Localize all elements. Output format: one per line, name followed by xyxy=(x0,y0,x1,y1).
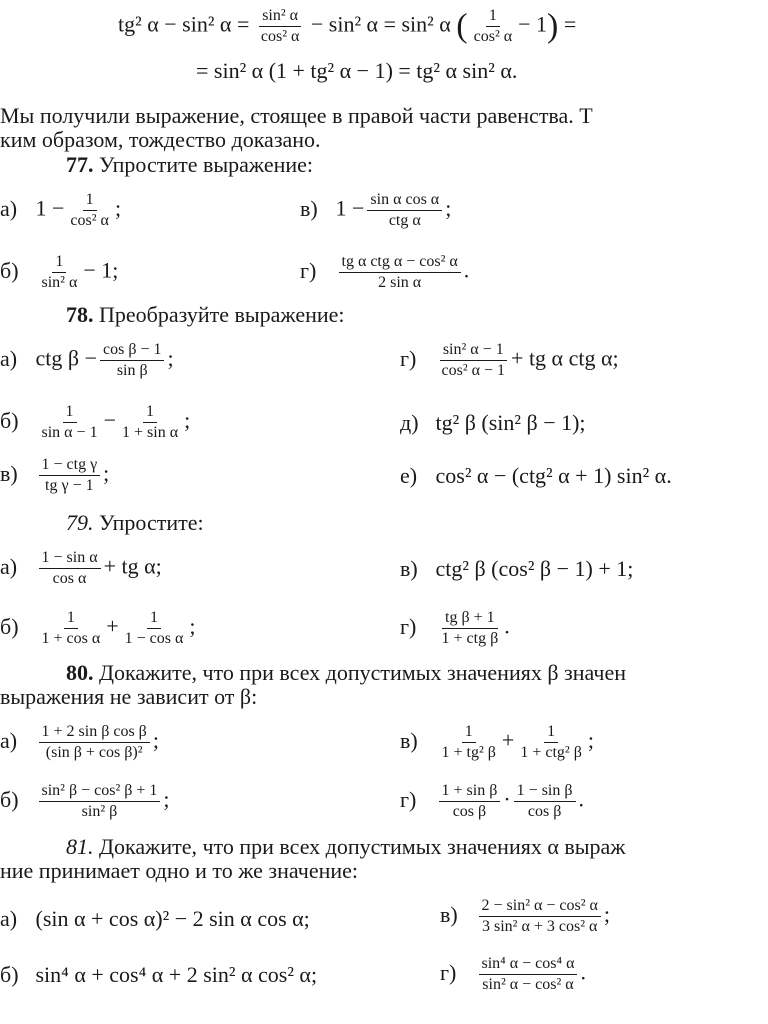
item-suffix: ; xyxy=(445,195,452,221)
item-label: в) xyxy=(400,727,418,753)
ex78-item-v xyxy=(0,455,109,496)
exercise-80-heading xyxy=(66,660,626,686)
fraction-numerator: tg α ctg α − cos² α xyxy=(339,252,461,273)
item-fraction xyxy=(39,455,101,496)
item-fraction xyxy=(67,190,112,231)
fraction-numerator: sin α cos α xyxy=(367,190,442,211)
ex80-item-g xyxy=(400,781,584,822)
item-suffix: ; xyxy=(184,407,191,433)
fraction-denominator: cos² α xyxy=(473,28,513,45)
item-fraction xyxy=(39,781,161,822)
item-operator: + xyxy=(501,727,515,753)
item-label: г) xyxy=(400,613,417,639)
item-label: б) xyxy=(0,257,19,283)
fraction-denominator: 1 + tg² β xyxy=(441,744,496,761)
item-fraction-2 xyxy=(517,722,585,763)
ex78-item-e xyxy=(400,463,672,489)
item-fraction xyxy=(479,896,601,937)
item-fraction-1 xyxy=(39,608,104,649)
fraction-numerator: sin² β − cos² β + 1 xyxy=(39,781,161,802)
item-suffix: ; xyxy=(152,727,159,753)
exercise-number: 81. xyxy=(66,834,94,859)
fraction-numerator: 2 − sin² α − cos² α xyxy=(479,896,601,917)
fraction-numerator: sin² α xyxy=(259,6,301,27)
fraction-numerator: 1 xyxy=(143,402,157,423)
ex80-item-b xyxy=(0,781,170,822)
item-expression: tg² β (sin² β − 1); xyxy=(435,410,586,435)
fraction-denominator: 1 − cos α xyxy=(124,630,184,647)
ex77-item-g xyxy=(300,252,469,293)
item-suffix: + tg α; xyxy=(103,553,162,579)
proof-text-line-1: Мы получили выражение, стоящее в правой части равенства. Т xyxy=(0,103,593,128)
proof-text-line-2: ким образом, тождество доказано. xyxy=(0,127,321,152)
item-expression: sin⁴ α + cos⁴ α + 2 sin² α cos² α; xyxy=(35,962,318,987)
fraction-numerator: 1 + sin β xyxy=(439,781,501,802)
item-fraction xyxy=(39,722,150,763)
item-label: б) xyxy=(0,407,19,433)
exercise-number: 77. xyxy=(66,152,94,177)
exercise-title: Докажите, что при всех допустимых значениях α выраж xyxy=(99,834,626,859)
item-fraction xyxy=(367,190,442,231)
fraction-numerator: sin² α − 1 xyxy=(440,340,507,361)
item-suffix: . xyxy=(504,613,510,639)
ex78-item-g xyxy=(400,340,619,381)
item-expression: cos² α − (ctg² α + 1) sin² α. xyxy=(435,463,672,488)
ex79-item-v xyxy=(400,556,633,582)
item-fraction xyxy=(39,252,81,293)
fraction-denominator: (sin β + cos β)² xyxy=(45,744,143,761)
exercise-title: Докажите, что при всех допустимых значениях β значен xyxy=(99,660,626,685)
fraction-numerator: cos β − 1 xyxy=(100,340,165,361)
item-suffix: ; xyxy=(114,195,122,221)
fraction-denominator: 3 sin² α + 3 cos² α xyxy=(482,918,598,935)
item-label: а) xyxy=(0,195,18,221)
item-operator: · xyxy=(503,786,511,812)
item-suffix: − 1; xyxy=(83,257,119,283)
item-label: в) xyxy=(440,901,458,927)
exercise-title: Преобразуйте выражение: xyxy=(99,302,345,327)
fraction-denominator: 2 sin α xyxy=(378,274,422,291)
proof-eq1-fraction-1 xyxy=(258,6,303,47)
item-label: б) xyxy=(0,962,19,987)
item-operator: + xyxy=(106,613,119,639)
item-suffix: . xyxy=(580,959,586,985)
fraction-denominator: 1 + ctg² β xyxy=(520,744,582,761)
fraction-denominator: 1 + cos α xyxy=(41,630,101,647)
item-expression: ctg² β (cos² β − 1) + 1; xyxy=(435,556,634,581)
fraction-denominator: cos α xyxy=(52,570,87,587)
ex77-item-v xyxy=(300,190,451,231)
item-fraction xyxy=(439,340,509,381)
item-label: б) xyxy=(0,786,19,812)
fraction-numerator: 1 xyxy=(147,608,161,629)
item-suffix: ; xyxy=(167,345,174,371)
item-prefix: 1 − xyxy=(335,195,365,221)
fraction-denominator: cos² α xyxy=(70,212,109,229)
item-suffix: ; xyxy=(587,727,594,753)
proof-eq1-equals: = xyxy=(563,11,577,37)
item-label: г) xyxy=(400,345,417,371)
exercise-title: Упростите: xyxy=(99,510,204,535)
fraction-denominator: sin α − 1 xyxy=(41,424,98,441)
ex80-item-v xyxy=(400,722,594,763)
fraction-numerator: 1 xyxy=(83,190,97,211)
item-fraction-2 xyxy=(119,402,181,443)
ex81-item-g xyxy=(440,954,586,995)
item-suffix: ; xyxy=(103,460,110,486)
item-label: а) xyxy=(0,906,18,931)
item-label: б) xyxy=(0,613,19,639)
fraction-numerator: 1 xyxy=(52,252,66,273)
item-suffix: . xyxy=(578,786,585,812)
item-label: г) xyxy=(400,786,417,812)
fraction-numerator: 1 − sin α xyxy=(39,548,101,569)
exercise-number: 78. xyxy=(66,302,94,327)
item-fraction-2 xyxy=(514,781,576,822)
item-prefix: ctg β − xyxy=(35,345,97,371)
item-suffix: ; xyxy=(603,901,611,927)
ex79-item-b xyxy=(0,608,196,649)
item-label: а) xyxy=(0,553,18,579)
ex79-item-a xyxy=(0,548,162,589)
exercise-title-continued: выражения не зависит от β: xyxy=(0,684,258,709)
item-suffix: + tg α ctg α; xyxy=(511,345,619,371)
ex81-item-b xyxy=(0,962,317,988)
proof-eq1-fraction-2 xyxy=(471,6,516,47)
proof-eq1-minus-one: − 1 xyxy=(518,11,548,37)
ex78-item-a xyxy=(0,340,174,381)
item-label: г) xyxy=(440,959,457,985)
item-fraction xyxy=(339,252,461,293)
item-label: а) xyxy=(0,727,18,753)
ex78-item-b xyxy=(0,402,190,443)
exercise-77-heading xyxy=(66,152,313,178)
fraction-numerator: 1 xyxy=(462,722,476,743)
proof-equation-2: = sin² α (1 + tg² α − 1) = tg² α sin² α. xyxy=(196,58,518,83)
fraction-denominator: 1 + sin α xyxy=(122,424,179,441)
item-label: в) xyxy=(400,556,418,581)
ex81-item-v xyxy=(440,896,610,937)
fraction-denominator: tg γ − 1 xyxy=(45,477,94,494)
proof-equation-1: tg² α − sin² α = $\frac{\text{sin² α}}{\text{cos² α}}$ − sin² α = sin² α ( $\frac{1}{\text{cos² α}}$ − 1) = xyxy=(118,7,577,45)
fraction-numerator: 1 xyxy=(486,6,500,27)
exercise-title-continued: ние принимает одно и то же значение: xyxy=(0,858,359,883)
item-fraction-1 xyxy=(39,402,101,443)
fraction-denominator: ctg α xyxy=(388,212,421,229)
ex77-item-b xyxy=(0,252,118,293)
fraction-numerator: tg β + 1 xyxy=(442,608,498,629)
exercise-78-heading xyxy=(66,302,345,328)
ex80-item-a xyxy=(0,722,159,763)
item-fraction xyxy=(479,954,578,995)
item-fraction-1 xyxy=(439,722,499,763)
item-suffix: ; xyxy=(189,613,196,639)
fraction-numerator: 1 xyxy=(63,402,77,423)
item-prefix: 1 − xyxy=(35,195,65,221)
item-label: а) xyxy=(0,345,18,371)
fraction-denominator: 1 + ctg β xyxy=(441,630,499,647)
item-fraction xyxy=(39,548,101,589)
item-fraction-2 xyxy=(122,608,187,649)
fraction-denominator: cos β xyxy=(527,803,562,820)
item-label: д) xyxy=(400,410,419,435)
item-fraction xyxy=(439,608,502,649)
item-label: в) xyxy=(0,460,18,486)
fraction-denominator: sin² α xyxy=(41,274,78,291)
item-label: в) xyxy=(300,195,318,221)
fraction-denominator: cos² α xyxy=(260,28,300,45)
ex77-item-a xyxy=(0,190,121,231)
fraction-numerator: 1 xyxy=(544,722,558,743)
fraction-numerator: 1 − sin β xyxy=(514,781,576,802)
exercise-title: Упростите выражение: xyxy=(99,152,314,177)
fraction-numerator: 1 − ctg γ xyxy=(39,455,101,476)
fraction-numerator: sin⁴ α − cos⁴ α xyxy=(479,954,578,975)
ex78-item-d xyxy=(400,410,586,436)
exercise-79-heading xyxy=(66,510,204,536)
fraction-numerator: 1 + 2 sin β cos β xyxy=(39,722,150,743)
fraction-denominator: sin² α − cos² α xyxy=(482,976,574,993)
fraction-denominator: sin² β xyxy=(81,803,118,820)
ex79-item-g xyxy=(400,608,510,649)
fraction-denominator: cos² α − 1 xyxy=(441,362,506,379)
proof-eq1-start: tg² α − sin² α = xyxy=(118,11,250,37)
item-operator: − xyxy=(103,407,116,433)
fraction-denominator: sin β xyxy=(116,362,148,379)
ex81-item-a xyxy=(0,906,310,932)
fraction-numerator: 1 xyxy=(64,608,78,629)
exercise-number: 80. xyxy=(66,660,94,685)
item-fraction-1 xyxy=(439,781,501,822)
fraction-denominator: cos β xyxy=(452,803,487,820)
item-label: г) xyxy=(300,257,317,283)
item-suffix: . xyxy=(463,257,470,283)
item-expression: (sin α + cos α)² − 2 sin α cos α; xyxy=(35,906,310,931)
item-suffix: ; xyxy=(163,786,170,812)
item-label: е) xyxy=(400,463,418,488)
exercise-number: 79. xyxy=(66,510,94,535)
item-fraction xyxy=(100,340,165,381)
exercise-81-heading xyxy=(66,834,626,860)
proof-eq1-middle: − sin² α = sin² α xyxy=(310,11,451,37)
